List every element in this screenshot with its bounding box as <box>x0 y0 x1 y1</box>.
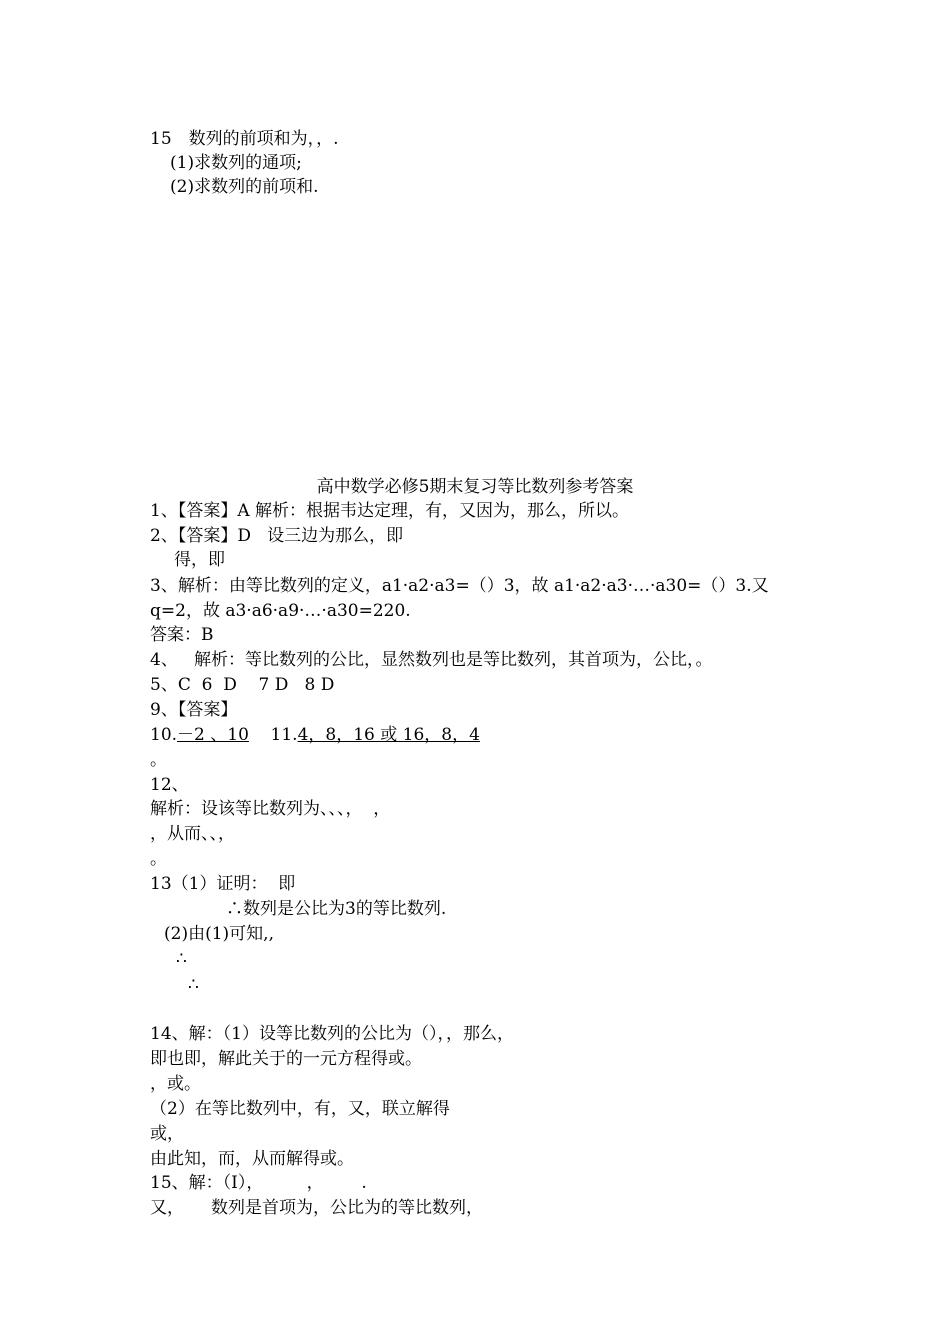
answer-2: 2、【答案】D 设三边为那么，即 <box>150 526 404 546</box>
answer-13-part-2: (2)由(1)可知,, <box>164 924 274 944</box>
answer-12-analysis: 解析：设该等比数列为、、、， ， <box>150 799 391 819</box>
answer-3: 3、解析：由等比数列的定义，a1·a2·a3=（）3，故 a1·a2·a3·…·a30=（）3.又 <box>150 576 769 596</box>
answer-11-prefix: 11. <box>270 725 298 745</box>
answer-15: 15、解：（Ⅰ）， ， . <box>150 1173 367 1193</box>
answer-14-part-2-cont: 或， <box>150 1124 184 1144</box>
answer-14-result: ，或。 <box>150 1074 201 1094</box>
answer-12-cont: ，从而、、， <box>150 824 235 844</box>
answer-1: 1、【答案】A 解析：根据韦达定理，有，又因为，那么，所以。 <box>150 501 629 521</box>
problem-15-part-2: (2)求数列的前项和. <box>170 177 319 197</box>
answer-14-part-2: （2）在等比数列中，有，又，联立解得 <box>150 1099 450 1119</box>
answer-13-therefore-2: ∴ <box>188 975 199 995</box>
answer-14-cont: 即也即，解此关于的一元方程得或。 <box>150 1049 422 1069</box>
answer-15-cont: 又， 数列是首项为，公比为的等比数列， <box>150 1198 484 1218</box>
answer-3-cont: q=2，故 a3·a6·a9·…·a30=220. <box>150 601 411 621</box>
answer-10-value: －2 、10 <box>177 725 249 745</box>
answer-13: 13（1）证明： 即 <box>150 874 296 894</box>
answer-11-end: 。 <box>150 750 167 770</box>
answer-2-cont: 得，即 <box>174 550 225 570</box>
answer-9: 9、【答案】 <box>150 700 238 720</box>
answer-13-conclusion: ∴数列是公比为3的等比数列. <box>226 899 447 919</box>
answer-10-prefix: 10. <box>150 725 178 745</box>
problem-15-stem: 15 数列的前项和为，，. <box>150 129 339 149</box>
answer-14-part-2-result: 由此知，而，从而解得或。 <box>150 1149 354 1169</box>
answers-title: 高中数学必修5期末复习等比数列参考答案 <box>316 477 634 497</box>
answer-13-therefore-1: ∴ <box>176 949 187 969</box>
answer-4: 4、 解析：等比数列的公比，显然数列也是等比数列，其首项为，公比，。 <box>150 650 713 670</box>
answers-5-8: 5、C 6 D 7 D 8 D <box>150 675 335 695</box>
problem-15-part-1: (1)求数列的通项; <box>170 153 302 173</box>
answer-3-result: 答案：B <box>150 625 214 645</box>
answer-12: 12、 <box>150 775 189 795</box>
answer-11-value: 4，8，16 或 16，8，4 <box>297 725 480 745</box>
answer-12-end: 。 <box>150 849 167 869</box>
answers-10-11 <box>150 724 480 746</box>
answer-14: 14、解：（1）设等比数列的公比为（），，那么， <box>150 1024 514 1044</box>
